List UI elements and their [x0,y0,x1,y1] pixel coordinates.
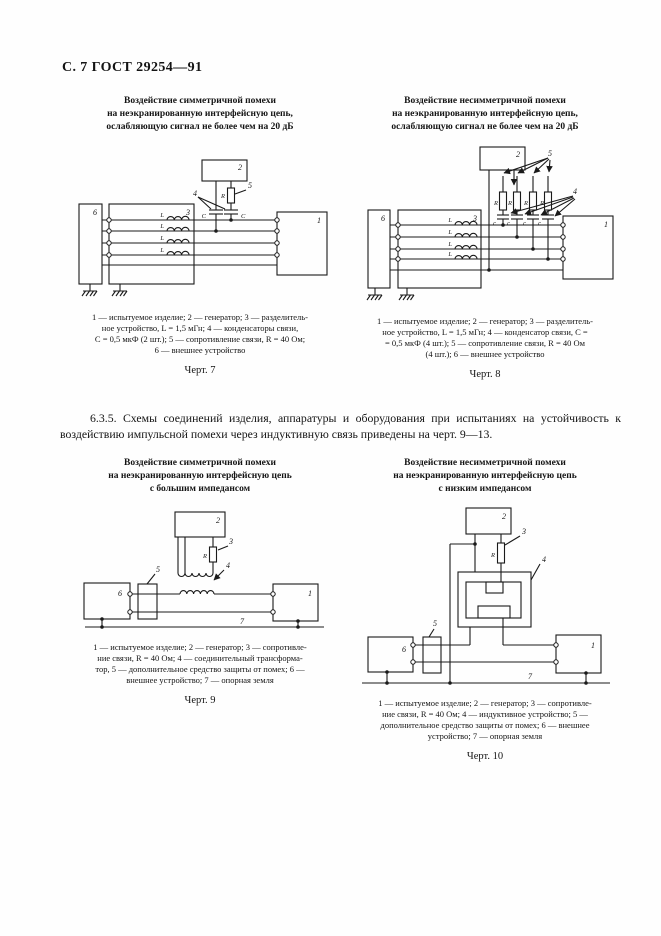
figure-caption-line: (4 шт.); 6 — внешнее устройство [425,349,545,359]
callout-4: 4 [542,555,546,564]
callout-4: 4 [226,561,230,570]
inductor-label: L [448,251,452,258]
figure-title-line: на неэкранированную интерфейсную цепь [393,471,577,481]
figure-10-block [344,457,626,762]
boxes [368,147,613,288]
figure-9-title [59,457,341,496]
figure-10-caption [344,698,626,742]
callout-6: 6 [118,589,122,598]
callout-1: 1 [308,589,312,598]
figure-title-line: Воздействие симметричной помехи [124,96,276,106]
figure-7-title [59,95,341,134]
generator-branch [178,537,217,573]
figure-8-block [344,95,626,380]
callout-1: 1 [604,220,608,229]
capacitor-label: c [523,220,526,227]
figure-caption-line: ное устройство, L = 1,5 мГн; 4 — конденсатор связи, С = [382,327,588,337]
figure-title-line: ослабляющую сигнал не более чем на 20 дБ [106,122,294,132]
figure-8-title [344,95,626,134]
inductor-label: L [448,217,452,224]
decoupling-device-box [109,204,194,284]
figure-8-caption [344,316,626,360]
inductor-label: L [160,235,164,242]
figure-caption-line: тор, 5 — дополнительное средство защиты от помех; 6 — [95,664,305,674]
figure-9-caption [59,642,341,686]
ground-symbol [82,284,127,296]
resistor [210,547,217,562]
protection-device-box [138,584,157,619]
figure-caption-line: = 0,5 мкФ (4 шт.); 5 — сопротивление связи, R = 40 Ом [384,338,585,348]
reference-earth [362,672,610,683]
resistor-label: R [508,200,512,207]
callout-2: 2 [216,516,220,525]
resistor [228,188,235,203]
callout-lines [504,158,575,216]
inductive-device [458,572,531,645]
figure-9-block [59,457,341,706]
resistor [498,543,505,563]
callout-2: 2 [516,150,520,159]
resistor-label: R [524,200,528,207]
external-device-box [368,210,390,288]
boxes [84,512,318,621]
coupling-transformer [178,573,214,594]
callout-5: 5 [548,149,552,158]
inductor-label: L [160,212,164,219]
callout-6: 6 [93,208,97,217]
callout-4: 4 [573,187,577,196]
figure-caption-line: внешнее устройство; 7 — опорная земля [126,675,274,685]
resistor-label: R [540,200,544,207]
figure-title-line: Воздействие несимметричной помехи [404,458,566,468]
figure-caption-line: ное устройство, L = 1,5 мГн; 4 — конденсаторы связи, [101,323,299,333]
callout-3: 3 [186,208,190,217]
inductor-label: L [448,229,452,236]
page-header: С. 7 ГОСТ 29254—91 [62,60,203,75]
generator-branch [198,181,246,231]
capacitor-label: C [201,213,206,220]
figure-caption-line: 1 — испытуемое изделие; 2 — генератор; 3 — разделитель- [91,312,309,322]
resistor-label: R [221,193,225,200]
figure-title-line: ослабляющую сигнал не более чем на 20 дБ [391,122,579,132]
generator-branch [489,170,554,270]
figure-9-diagram [68,506,340,636]
figure-title-line: с большим импедансом [149,484,251,494]
figure-number-label: Черт. 8 [469,369,501,380]
section-paragraph: 6.3.5. Схемы соединений изделия, аппаратуры и оборудования при испытаниях на устойчивость к воздействию импульсной помехи через индуктивную связь приведены на черт. 9—13. [60,411,621,441]
callout-line [198,197,211,209]
figure-caption-line: С = 0,5 мкФ (2 шт.); 5 — сопротивление связи, R = 40 Ом; [94,334,306,344]
figure-number-label: Черт. 10 [466,751,504,762]
inductor-label: L [160,247,164,254]
figure-number-label: Черт. 7 [184,365,216,376]
junction-dots [487,223,550,272]
capacitor-label: c [538,220,541,227]
callout-4: 4 [193,189,197,198]
figure-caption-line: 1 — испытуемое изделие; 2 — генератор; 3 — разделитель- [376,316,594,326]
capacitor-label: c [507,220,510,227]
ground-symbol [367,288,414,300]
figure-caption-line: 1 — испытуемое изделие; 2 — генератор; 3 — сопротивле- [378,698,592,708]
interface-wires [130,594,273,612]
callout-lines [429,536,540,637]
capacitor-label: C [241,213,246,220]
figure-caption-line: дополнительное средство защиты от помех; 6 — внешнее [380,720,590,730]
callout-2: 2 [502,512,506,521]
figure-7-caption [59,312,341,356]
callout-5: 5 [433,619,437,628]
resistor-label: R [494,200,498,207]
callout-6: 6 [402,645,406,654]
figure-10-diagram [358,502,630,692]
resistor [500,192,507,210]
protection-device-box [423,637,441,673]
callout-7: 7 [528,672,532,681]
figure-caption-line: ние связи, R = 40 Ом; 4 — соединительный трансформа- [97,653,303,663]
inductors [167,216,189,255]
callout-3: 3 [522,527,526,536]
terminal-circles [128,592,275,614]
figure-caption-line: 6 — внешнее устройство [154,345,246,355]
reference-earth [85,619,324,627]
callout-1: 1 [317,216,321,225]
figure-title-line: на неэкранированную интерфейсную цепь [108,471,292,481]
callout-5: 5 [156,565,160,574]
resistor [514,192,521,210]
terminal-circles [107,218,279,257]
inductor-label: L [448,241,452,248]
callout-6: 6 [381,214,385,223]
callout-3: 3 [473,214,477,223]
callout-line [235,190,246,194]
inductors [455,221,477,259]
figure-title-line: на неэкранированную интерфейсную цепь, [392,109,578,119]
figure-title-line: на неэкранированную интерфейсную цепь, [107,109,293,119]
primary-winding [178,573,213,577]
external-device-box [368,637,413,672]
callout-5: 5 [248,181,252,190]
callout-7: 7 [240,617,244,626]
callout-1: 1 [591,641,595,650]
figure-10-title [344,457,626,496]
figure-title-line: Воздействие несимметричной помехи [404,96,566,106]
interface-wires [413,645,556,662]
external-device-box [84,583,130,619]
figure-7-block [59,95,341,376]
figure-number-label: Черт. 9 [184,695,216,706]
figure-caption-line: ние связи, R = 40 Ом; 4 — индуктивное устройство; 5 — [382,709,588,719]
resistor-label: R [203,553,207,560]
secondary-winding [180,591,214,594]
callout-2: 2 [238,163,242,172]
inductor-label: L [160,223,164,230]
terminal-circles [411,643,558,664]
figure-7-diagram [59,148,341,306]
figure-8-diagram [352,142,634,310]
resistor-label: R [491,552,495,559]
figure-caption-line: устройство; 7 — опорная земля [427,731,543,741]
figure-title-line: Воздействие симметричной помехи [124,458,276,468]
callout-3: 3 [229,537,233,546]
external-device-box [79,204,102,284]
figure-title-line: с низким импедансом [438,484,532,494]
figure-caption-line: 1 — испытуемое изделие; 2 — генератор; 3 — сопротивле- [93,642,307,652]
capacitor-label: c [493,220,496,227]
